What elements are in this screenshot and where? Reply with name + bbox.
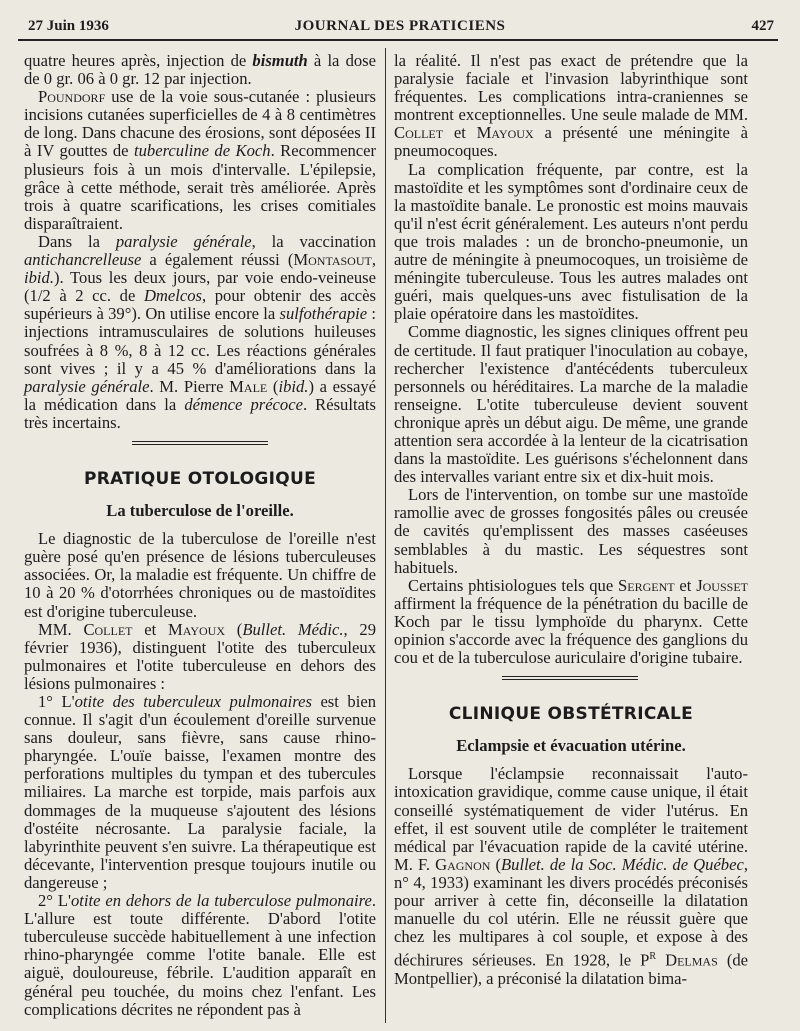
paragraph: Lorsque l'éclampsie reconnaissait l'auto-intoxication gravidique, comme cause unique, il était conseillé systématiquement de vider l'utérus. En effet, il est souvent utile de compléter le traitement médical par l'évacuation rapide de la cavité utérine. M. F. Gagnon (Bullet. de la Soc. Médic. de Québec, n° 4, 1933) examinant les divers procédés préconisés pour arriver à cette fin, déconseille la dilatation manuelle du col utérin. Elle ne réussit guère que chez les multipares à col souple, et expose à des déchirures sérieuses. En 1928, le $P^r$ Delmas (de Montpellier), a préconisé la dilatation bima- (394, 764, 749, 988)
paragraph: MM. Collet et Mayoux (Bullet. Médic., 29 février 1936), distinguent l'otite des tuberculeux pulmonaires et l'otite tuberculeuse en dehors des lésions pulmonaires : (24, 619, 376, 693)
paragraph: 2° L'otite en dehors de la tuberculose pulmonaire. L'allure est toute différente. D'abord l'otite tuberculeuse succède habituellement à une infection rhino-pharyngée comme l'otite banale. Elle est aiguë, douloureuse, fébrile. L'audition apparaît en général peu touchée, du moins chez l'enfant. Les complications décrites ne répondent pas à (24, 891, 376, 1019)
header-rule (18, 39, 778, 41)
journal-title: JOURNAL DES PRATICIENS (294, 18, 506, 34)
page-number: 427 (751, 18, 774, 34)
section-title: PRATIQUE OTOLOGIQUE (83, 468, 317, 489)
paragraph: Lors de l'intervention, on tombe sur une mastoïde ramollie avec de grosses fongosités pâles ou creusée de cavités qu'emplissent des masses caséeuses semblables à du mastic. Les séquestres sont habituels. (394, 485, 748, 577)
section-separator (394, 667, 748, 687)
issue-date: 27 Juin 1936 (28, 18, 109, 34)
paragraph: Certains phtisiologues tels que Sergent et Jousset affirment la fréquence de la pénétration du bacille de Koch par le tissu lymphoïde du pharynx. Cette opinion s'accorde avec la fréquence des ganglions du cou et de la tuberculose auriculaire d'origine tubaire. (394, 575, 748, 668)
paragraph: Dans la paralysie générale, la vaccination antichancrelleuse a également réussi (Montasout, ibid.). Tous les deux jours, par voie endo-veineuse (1/2 à 2 cc. de Dmelcos, pour obtenir des accès supérieurs à 39°). On utilise encore la sulfothérapie : injections intramusculaires de solutions huileuses soufrées à 8 %, 8 à 12 cc. Les réactions générales sont vives ; il y a 45 % d'améliorations dans la paralysie générale. M. Pierre Male (ibid.) a essayé la médication dans la démence précoce. Résultats très incertains. (24, 231, 377, 432)
running-header (18, 14, 782, 40)
paragraph: La complication fréquente, par contre, est la mastoïdite et les symptômes sont d'ordinaire ceux de la mastoïdite banale. Le pronostic est moins mauvais qu'il n'est écrit généralement. Les auteurs n'ont perdu que trois malades : un de broncho-pneumonie, un autre de méningite à pneumocoques, un troisième de méningite tuberculeuse. Tous les autres malades ont guéri, mais quelques-uns avec fistulisation de la plaie opératoire dans les mastoïdites. (394, 159, 748, 324)
right-column (394, 52, 748, 988)
article-title: La tuberculose de l'oreille. (106, 501, 294, 521)
article-title: Eclampsie et évacuation utérine. (456, 736, 686, 756)
paragraph: la réalité. Il n'est pas exact de prétendre que la paralysie faciale et l'invasion labyrinthique sont fréquentes. Les complications intra-craniennes se montrent exceptionnelles. Une seule malade de MM. Collet et Mayoux a présenté une méningite à pneumocoques. (394, 51, 748, 161)
paragraph: Poundorf use de la voie sous-cutanée : plusieurs incisions cutanées superficielles de 4 à 8 centimètres de long. Dans chacune des érosions, sont déposées II à IV gouttes de tuberculine de Koch. Recommencer plusieurs fois à un mois d'intervalle. L'épilepsie, grâce à cette méthode, serait très améliorée. Après trois à quatre scarifications, les crises comitiales disparaîtraient. (24, 87, 376, 233)
paragraph: 1° L'otite des tuberculeux pulmonaires est bien connue. Il s'agit d'un écoulement d'oreille survenue sans douleur, sans fièvre, sans cause rhino-pharyngée. L'ouïe baisse, l'examen montre des perforations multiples du tympan et des tubercules miliaires. La marche est torpide, mais parfois aux dommages de la muqueuse s'ajoutent des lésions d'ostéite nécrosante. La paralysie faciale, la labyrinthite peuvent s'en suivre. La thérapeutique est décevante, l'intervention presque toujours inutile ou dangereuse ; (24, 692, 376, 892)
left-column (24, 52, 376, 1019)
section-title: CLINIQUE OBSTÉTRICALE (448, 704, 694, 725)
paragraph: Comme diagnostic, les signes cliniques offrent peu de certitude. Il faut pratiquer l'inoculation au cobaye, rechercher l'existence d'antécédents tuberculeux personnels ou héréditaires. La marche de la maladie renseigne. L'otite tuberculeuse devient souvent chronique après un début aigu. De même, une grande attention sera accordée à la lenteur de la cicatrisation dans la mastoïdite. Les guérisons s'échelonnent dans des intervalles variant entre six et dix-huit mois. (394, 322, 748, 487)
column-divider (385, 48, 386, 1023)
section-separator (24, 432, 376, 452)
paragraph: quatre heures après, injection de bismuth à la dose de 0 gr. 06 à 0 gr. 12 par injection. (24, 51, 376, 89)
paragraph: Le diagnostic de la tuberculose de l'oreille n'est guère posé qu'en présence de lésions tuberculeuses associées. Or, la maladie est fréquente. Un chiffre de 10 à 20 % d'otorrhées chroniques ou de mastoïdites est d'origine tuberculeuse. (24, 529, 376, 621)
